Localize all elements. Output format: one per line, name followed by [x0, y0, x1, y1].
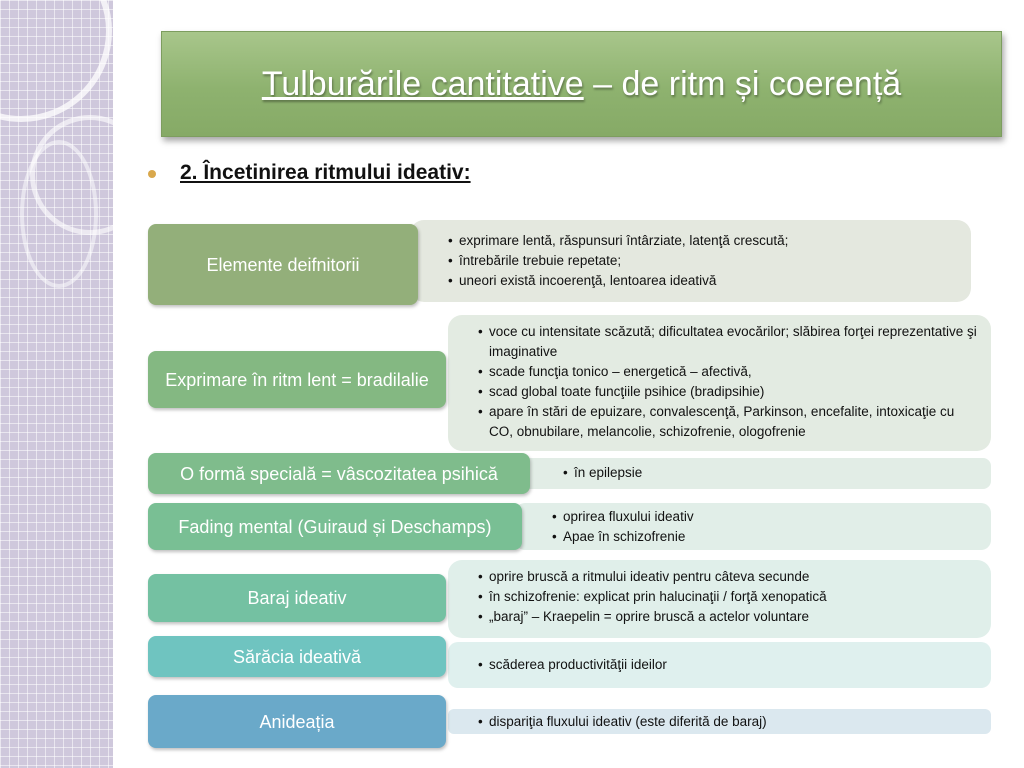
row-7-list	[478, 712, 978, 732]
row-4-label: Fading mental (Guiraud și Deschamps)	[148, 503, 522, 550]
list-item: • scad global toate funcţiile psihice (bradipsihie)	[478, 382, 978, 402]
list-item: • „baraj” – Kraepelin = oprire bruscă a actelor voluntare	[478, 607, 978, 627]
list-item: • în schizofrenie: explicat prin halucinaţii / forţă xenopatică	[478, 587, 978, 607]
list-item: • oprirea fluxului ideativ	[552, 507, 972, 527]
row-5-label: Baraj ideativ	[148, 574, 446, 622]
slide-title-rest: – de ritm și coerență	[583, 64, 902, 103]
row-6-label: Sărăcia ideativă	[148, 636, 446, 677]
row-6-list	[478, 655, 978, 675]
row-7-label: Anideația	[148, 695, 446, 748]
row-4-list	[552, 507, 972, 547]
decorative-ring	[0, 0, 112, 122]
list-item: • scade funcţia tonico – energetică – afectivă,	[478, 362, 978, 382]
row-1-list	[448, 231, 958, 291]
decorative-sidebar	[0, 0, 113, 768]
bullet-icon	[148, 170, 156, 178]
list-item: • întrebările trebuie repetate;	[448, 251, 958, 271]
row-3-label: O formă specială = vâscozitatea psihică	[148, 453, 530, 494]
row-1-label: Elemente deifnitorii	[148, 224, 418, 305]
title-banner	[161, 31, 1002, 137]
section-subheading: 2. Încetinirea ritmului ideativ:	[180, 161, 471, 184]
list-item: • în epilepsie	[563, 463, 963, 483]
list-item: • dispariţia fluxului ideativ (este diferită de baraj)	[478, 712, 978, 732]
list-item: • voce cu intensitate scăzută; dificultatea evocărilor; slăbirea forţei reprezentative şi imaginative	[478, 322, 978, 362]
decorative-ring	[20, 140, 98, 288]
row-3-list	[563, 463, 963, 483]
list-item: • Apae în schizofrenie	[552, 527, 972, 547]
row-5-list	[478, 567, 978, 627]
row-2-list	[478, 322, 978, 442]
list-item: • apare în stări de epuizare, convalescenţă, Parkinson, encefalite, intoxicaţie cu CO, obnubilare, melancolie, schizofrenie, ologofrenie	[478, 402, 978, 442]
list-item: • scăderea productivităţii ideilor	[478, 655, 978, 675]
list-item: • oprire bruscă a ritmului ideativ pentru câteva secunde	[478, 567, 978, 587]
list-item: • exprimare lentă, răspunsuri întârziate, latenţă crescută;	[448, 231, 958, 251]
row-2-label: Exprimare în ritm lent = bradilalie	[148, 351, 446, 408]
slide-title-underlined: Tulburările cantitative	[261, 64, 584, 103]
list-item: • uneori există incoerenţă, lentoarea ideativă	[448, 271, 958, 291]
slide-title	[262, 65, 901, 104]
